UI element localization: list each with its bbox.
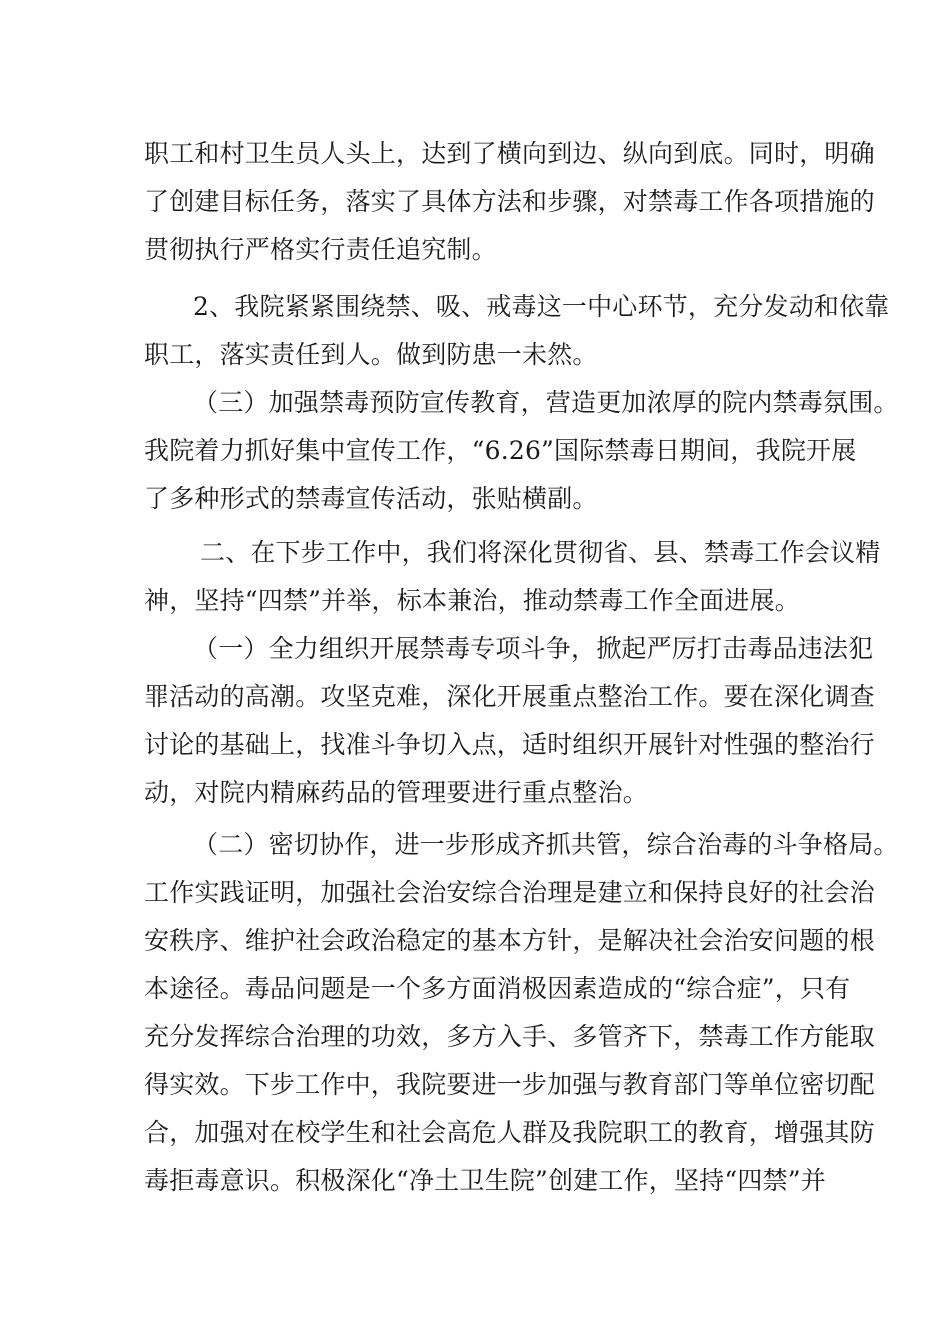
text-line: 动，对院内精麻药品的管理要进行重点整治。 bbox=[144, 778, 649, 807]
text-line: 了创建目标任务，落实了具体方法和步骤，对禁毒工作各项措施的 bbox=[144, 187, 875, 216]
text-line: 讨论的基础上，找准斗争切入点，适时组织开展针对性强的整治行 bbox=[144, 730, 875, 759]
text-line: 2、我院紧紧围绕禁、吸、戒毒这一中心环节，充分发动和依靠 bbox=[193, 292, 890, 321]
text-line: （二）密切协作，进一步形成齐抓共管，综合治毒的斗争格局。 bbox=[193, 830, 899, 859]
text-line: 罪活动的高潮。攻坚克难，深化开展重点整治工作。要在深化调查 bbox=[144, 682, 875, 711]
text-line: 神，坚持“四禁”并举，标本兼治，推动禁毒工作全面进展。 bbox=[144, 586, 800, 615]
text-line: 职工和村卫生员人头上，达到了横向到边、纵向到底。同时，明确 bbox=[144, 139, 875, 168]
text-line: 充分发挥综合治理的功效，多方入手、多管齐下，禁毒工作方能取 bbox=[144, 1022, 875, 1051]
text-line: 二、在下步工作中，我们将深化贯彻省、县、禁毒工作会议精 bbox=[200, 538, 881, 567]
text-line: 合，加强对在校学生和社会高危人群及我院职工的教育，增强其防 bbox=[144, 1118, 875, 1147]
text-line: 了多种形式的禁毒宣传活动，张贴横副。 bbox=[144, 484, 598, 513]
text-line: 安秩序、维护社会政治稳定的基本方针，是解决社会治安问题的根 bbox=[144, 926, 875, 955]
text-line: 本途径。毒品问题是一个多方面消极因素造成的“综合症”，只有 bbox=[144, 974, 851, 1003]
text-line: 毒拒毒意识。积极深化“净土卫生院”创建工作，坚持“四禁”并 bbox=[144, 1166, 826, 1195]
text-line: 得实效。下步工作中，我院要进一步加强与教育部门等单位密切配 bbox=[144, 1070, 875, 1099]
text-line: 职工，落实责任到人。做到防患一未然。 bbox=[144, 340, 598, 369]
text-line: 贯彻执行严格实行责任追究制。 bbox=[144, 235, 497, 264]
text-line: 工作实践证明，加强社会治安综合治理是建立和保持良好的社会治 bbox=[144, 878, 875, 907]
text-line: （一）全力组织开展禁毒专项斗争，掀起严厉打击毒品违法犯 bbox=[193, 634, 874, 663]
text-line: （三）加强禁毒预防宣传教育，营造更加浓厚的院内禁毒氛围。 bbox=[193, 388, 899, 417]
text-line: 我院着力抓好集中宣传工作，“6.26”国际禁毒日期间，我院开展 bbox=[144, 436, 857, 465]
